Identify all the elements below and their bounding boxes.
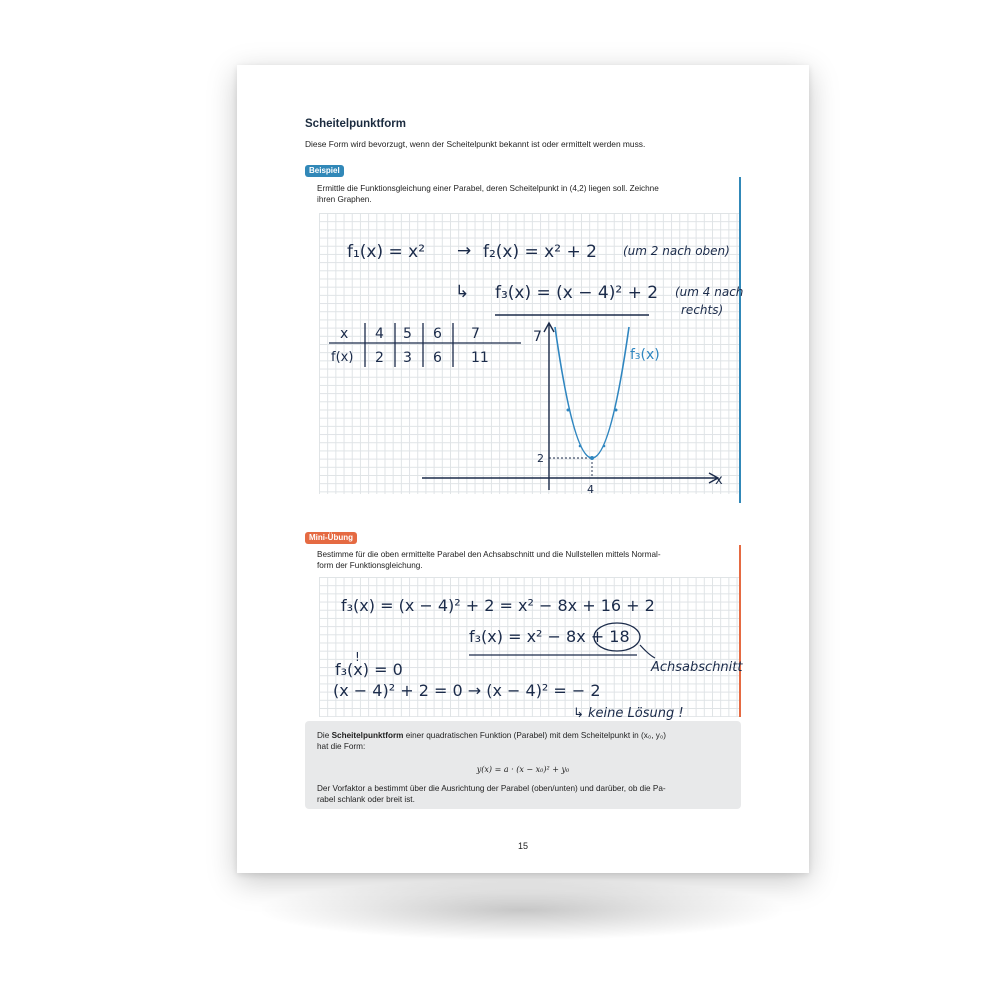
hw-table-x-label: x <box>340 326 349 342</box>
exercise-label: Mini-Übung <box>305 532 357 544</box>
hw-annotation-axis: Achsabschnitt <box>651 660 743 675</box>
hw-value-table <box>329 323 521 367</box>
hw-note2b: rechts) <box>681 303 724 317</box>
hw-note1: (um 2 nach oben) <box>623 244 730 258</box>
example-task-line: Ermittle die Funktionsgleichung einer Parabel, deren Scheitelpunkt in (4,2) liegen soll. Zeichne <box>317 184 659 193</box>
hw-graph-label: f₃(x) <box>630 347 660 363</box>
section-title: Scheitelpunktform <box>305 118 406 130</box>
hw-arrow2: ↳ <box>455 282 470 302</box>
hw-table-x-value: 6 <box>433 326 442 342</box>
hw-tick-y-7: 7 <box>533 329 542 345</box>
hw-eq3: f₃(x) = (x − 4)² + 2 <box>495 283 659 303</box>
exercise-task-line: form der Funktionsgleichung. <box>317 561 423 570</box>
hw-eq1: f₁(x) = x² <box>347 242 426 262</box>
definition-box <box>305 721 741 809</box>
hw-table-fx-value: 6 <box>433 350 442 366</box>
page-number: 15 <box>517 841 528 851</box>
hw-table-x-value: 4 <box>375 326 384 342</box>
page-drop-shadow <box>262 880 782 940</box>
hw-table-fx-value: 11 <box>471 350 489 366</box>
document-page <box>237 65 809 873</box>
definition-note <box>317 783 733 805</box>
hw-tick-y-2: 2 <box>537 452 544 465</box>
intro-text: Diese Form wird bevorzugt, wenn der Scheitelpunkt bekannt ist oder ermittelt werden muss. <box>305 139 646 149</box>
hw-table-fx-value: 2 <box>375 350 384 366</box>
hw-axis-x-label: x <box>715 473 723 488</box>
hw-vertex-point <box>590 456 594 460</box>
hw-table-x-value: 5 <box>403 326 412 342</box>
vertex-form-formula: y(x) = a · (x − x₀)² + y₀ <box>476 765 570 774</box>
definition-note-line1: Der Vorfaktor a bestimmt über die Ausrichtung der Parabel (oben/unten) und darüber, ob die Pa- <box>317 784 666 793</box>
example-label: Beispiel <box>305 165 344 177</box>
exercise-task-line: Bestimme für die oben ermittelte Parabel den Achsabschnitt und die Nullstellen mittels Normal- <box>317 550 661 559</box>
definition-term: Scheitelpunktform <box>331 731 404 740</box>
definition-note-line2: rabel schlank oder breit ist. <box>317 795 415 804</box>
hw-tick-x-4: 4 <box>587 483 594 496</box>
hw-note2a: (um 4 nach <box>675 285 744 299</box>
example-task-line: ihren Graphen. <box>317 195 372 204</box>
hw-graph <box>422 323 723 496</box>
hw-table-x-value: 7 <box>471 326 480 342</box>
definition-text-pre: Die <box>317 731 332 740</box>
hw-table-fx-value: 3 <box>403 350 412 366</box>
definition-text <box>317 730 733 752</box>
hw-parabola <box>555 327 629 458</box>
definition-text-post: einer quadratischen Funktion (Parabel) mit dem Scheitelpunkt in (x₀, y₀) <box>403 731 667 740</box>
definition-text-line2: hat die Form: <box>317 742 366 751</box>
hw-ex-line4: (x − 4)² + 2 = 0 → (x − 4)² = − 2 <box>333 681 601 700</box>
hw-exclaim-small: ! <box>355 650 360 664</box>
hw-arrow1: → <box>457 241 472 261</box>
hw-ex-line3: f₃(x) = 0 <box>335 660 403 679</box>
hw-table-fx-label: f(x) <box>331 350 354 365</box>
hw-eq2: f₂(x) = x² + 2 <box>483 242 597 262</box>
hw-ex-line2: f₃(x) = x² − 8x + 18 <box>469 627 630 646</box>
hw-ex-line1: f₃(x) = (x − 4)² + 2 = x² − 8x + 16 + 2 <box>341 596 655 615</box>
hw-annotation-result: ↳ keine Lösung ! <box>573 706 684 721</box>
